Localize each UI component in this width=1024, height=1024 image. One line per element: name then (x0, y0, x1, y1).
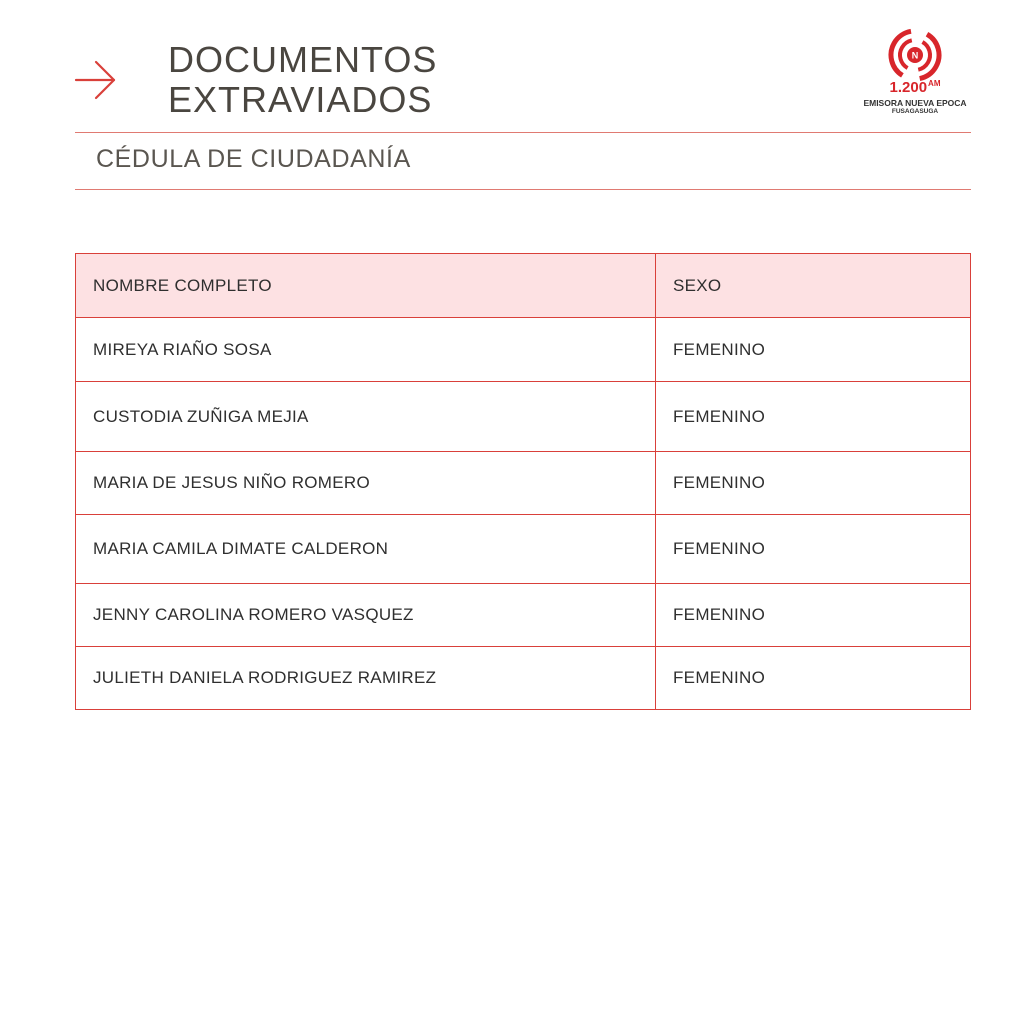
title-line-2: EXTRAVIADOS (168, 79, 433, 120)
table-row (76, 318, 971, 382)
header-sex: SEXO (656, 254, 971, 318)
cell-sex: FEMENINO (656, 382, 971, 452)
table-row (76, 647, 971, 710)
table-row (76, 515, 971, 584)
cell-sex: FEMENINO (656, 515, 971, 584)
table-row (76, 584, 971, 647)
logo-station-name: EMISORA NUEVA EPOCA (863, 98, 967, 108)
title-line-1: DOCUMENTOS (168, 39, 438, 80)
cell-name: CUSTODIA ZUÑIGA MEJIA (76, 382, 656, 452)
arrow-right-icon (74, 58, 118, 102)
header-name: NOMBRE COMPLETO (76, 254, 656, 318)
logo-band: AM (928, 79, 941, 88)
divider-top (75, 132, 971, 133)
cell-name: MARIA DE JESUS NIÑO ROMERO (76, 452, 656, 515)
cell-name: MIREYA RIAÑO SOSA (76, 318, 656, 382)
table-header-row (76, 254, 971, 318)
svg-text:N: N (911, 50, 919, 61)
table-row (76, 452, 971, 515)
cell-sex: FEMENINO (656, 647, 971, 710)
cell-name: JULIETH DANIELA RODRIGUEZ RAMIREZ (76, 647, 656, 710)
cell-name: JENNY CAROLINA ROMERO VASQUEZ (76, 584, 656, 647)
logo-frequency: 1.200AM (889, 79, 941, 96)
table-row (76, 382, 971, 452)
cell-sex: FEMENINO (656, 318, 971, 382)
page-title (168, 40, 437, 120)
radio-signal-icon (886, 28, 944, 82)
cell-name: MARIA CAMILA DIMATE CALDERON (76, 515, 656, 584)
cell-sex: FEMENINO (656, 584, 971, 647)
divider-bottom (75, 189, 971, 190)
logo-city: FUSAGASUGA (891, 108, 939, 115)
station-logo (858, 28, 972, 120)
document-type-subtitle: CÉDULA DE CIUDADANÍA (96, 145, 411, 173)
lost-documents-table (75, 253, 971, 710)
cell-sex: FEMENINO (656, 452, 971, 515)
